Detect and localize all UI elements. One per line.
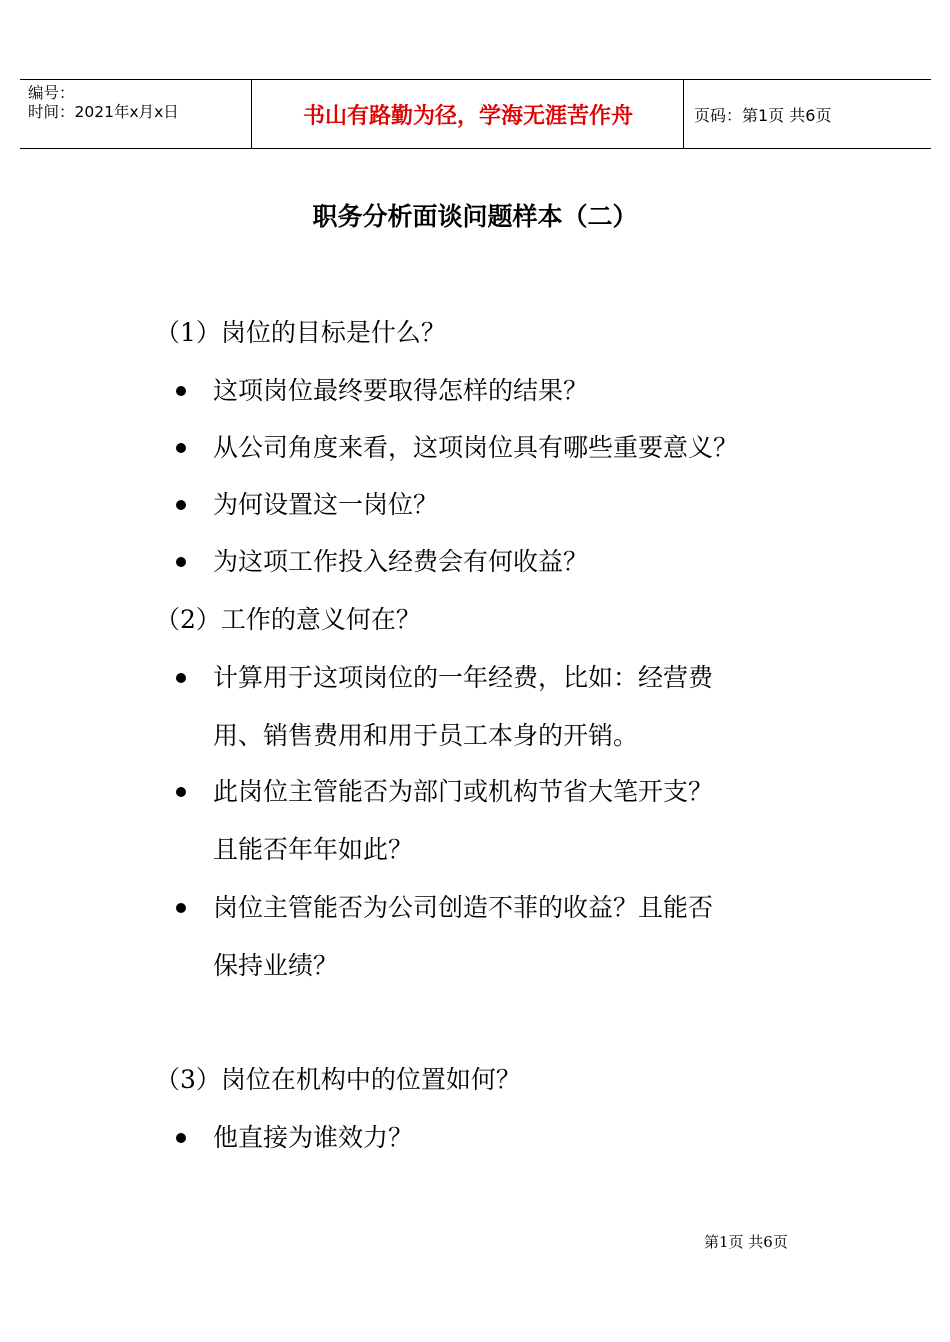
question-heading: （1）岗位的目标是什么？ xyxy=(155,318,446,347)
header-meta xyxy=(28,84,179,122)
header-divider xyxy=(683,80,684,148)
list-item-continuation: 且能否年年如此？ xyxy=(213,835,414,864)
bullet-icon xyxy=(176,673,186,683)
header-time-label: 时间：2021年x月x日 xyxy=(28,103,179,121)
document-title: 职务分析面谈问题样本（二） xyxy=(312,202,638,231)
bullet-icon xyxy=(176,386,186,396)
list-item: 为何设置这一岗位？ xyxy=(213,490,439,519)
bullet-icon xyxy=(176,903,186,913)
page-header xyxy=(20,79,931,149)
bullet-icon xyxy=(176,443,186,453)
page-footer: 第1页 共6页 xyxy=(704,1233,788,1251)
question-heading: （2）工作的意义何在？ xyxy=(155,605,421,634)
question-heading: （3）岗位在机构中的位置如何？ xyxy=(155,1065,521,1094)
header-motto: 书山有路勤为径，学海无涯苦作舟 xyxy=(302,103,633,129)
header-number-label: 编号： xyxy=(28,84,75,102)
bullet-icon xyxy=(176,500,186,510)
list-item: 此岗位主管能否为部门或机构节省大笔开支？ xyxy=(213,777,714,806)
list-item-continuation: 保持业绩？ xyxy=(213,951,339,980)
bullet-icon xyxy=(176,557,186,567)
list-item: 岗位主管能否为公司创造不菲的收益？且能否 xyxy=(213,893,714,922)
list-item: 从公司角度来看，这项岗位具有哪些重要意义？ xyxy=(213,433,739,462)
list-item: 他直接为谁效力？ xyxy=(213,1123,414,1152)
list-item: 这项岗位最终要取得怎样的结果？ xyxy=(213,376,589,405)
bullet-icon xyxy=(176,787,186,797)
list-item: 计算用于这项岗位的一年经费，比如：经营费 xyxy=(213,663,714,692)
list-item-continuation: 用、销售费用和用于员工本身的开销。 xyxy=(213,721,639,750)
header-page-code: 页码：第1页 共6页 xyxy=(694,105,832,125)
bullet-icon xyxy=(176,1133,186,1143)
list-item: 为这项工作投入经费会有何收益？ xyxy=(213,547,589,576)
